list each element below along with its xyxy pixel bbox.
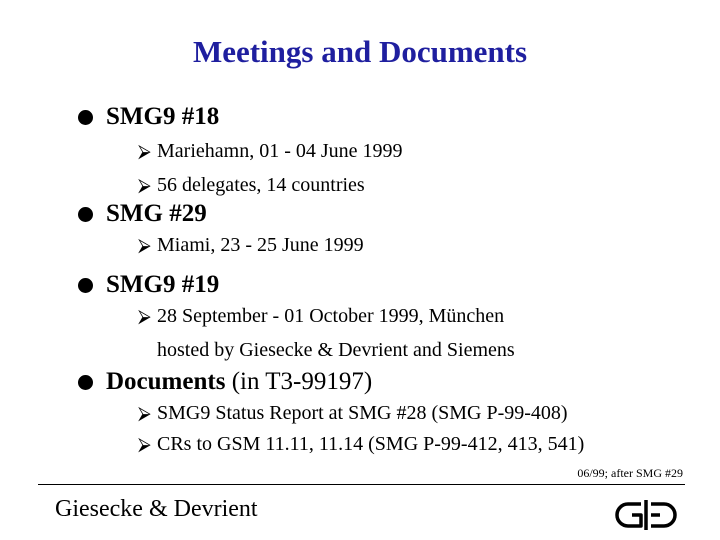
arrow-icon: ⮚ bbox=[138, 141, 151, 161]
heading-text: SMG #29 bbox=[106, 200, 207, 227]
slide-title: Meetings and Documents bbox=[192, 34, 528, 69]
bullet-icon bbox=[78, 375, 93, 390]
list-item bbox=[138, 303, 515, 363]
heading-text: SMG9 #18 bbox=[106, 103, 220, 130]
heading-text: Documents bbox=[106, 368, 226, 395]
item-text-continued: hosted by Giesecke & Devrient and Siemens bbox=[157, 339, 515, 361]
arrow-icon: ⮚ bbox=[138, 306, 151, 326]
gd-logo-icon bbox=[614, 500, 678, 530]
arrow-icon: ⮚ bbox=[138, 175, 151, 195]
date-footnote: 06/99; after SMG #29 bbox=[577, 466, 683, 480]
arrow-icon: ⮚ bbox=[138, 235, 151, 255]
list-item bbox=[138, 431, 584, 457]
section-heading bbox=[78, 199, 364, 229]
list-item bbox=[138, 400, 584, 426]
footer-divider bbox=[38, 484, 685, 485]
section-smg9-19 bbox=[78, 270, 515, 363]
heading-text: SMG9 #19 bbox=[106, 271, 220, 298]
item-text: SMG9 Status Report at SMG #28 (SMG P-99-408) bbox=[157, 402, 568, 424]
arrow-icon: ⮚ bbox=[138, 434, 151, 454]
item-text: Mariehamn, 01 - 04 June 1999 bbox=[157, 140, 403, 162]
item-text: 56 delegates, 14 countries bbox=[157, 174, 365, 196]
section-documents bbox=[78, 367, 584, 457]
heading-extra: (in T3-99197) bbox=[225, 368, 373, 395]
list-item bbox=[138, 232, 364, 258]
bullet-icon bbox=[78, 110, 93, 125]
item-text: 28 September - 01 October 1999, München bbox=[157, 305, 505, 327]
section-smg-29 bbox=[78, 199, 364, 258]
section-heading bbox=[78, 367, 584, 397]
item-text: Miami, 23 - 25 June 1999 bbox=[157, 234, 364, 256]
footer-company: Giesecke & Devrient bbox=[55, 496, 258, 522]
item-text: CRs to GSM 11.11, 11.14 (SMG P-99-412, 413, 541) bbox=[157, 433, 585, 455]
section-heading bbox=[78, 102, 403, 132]
arrow-icon: ⮚ bbox=[138, 403, 151, 423]
bullet-icon bbox=[78, 207, 93, 222]
list-item bbox=[138, 138, 403, 164]
list-item bbox=[138, 172, 403, 198]
section-heading bbox=[78, 270, 515, 300]
section-smg9-18 bbox=[78, 102, 403, 198]
bullet-icon bbox=[78, 278, 93, 293]
